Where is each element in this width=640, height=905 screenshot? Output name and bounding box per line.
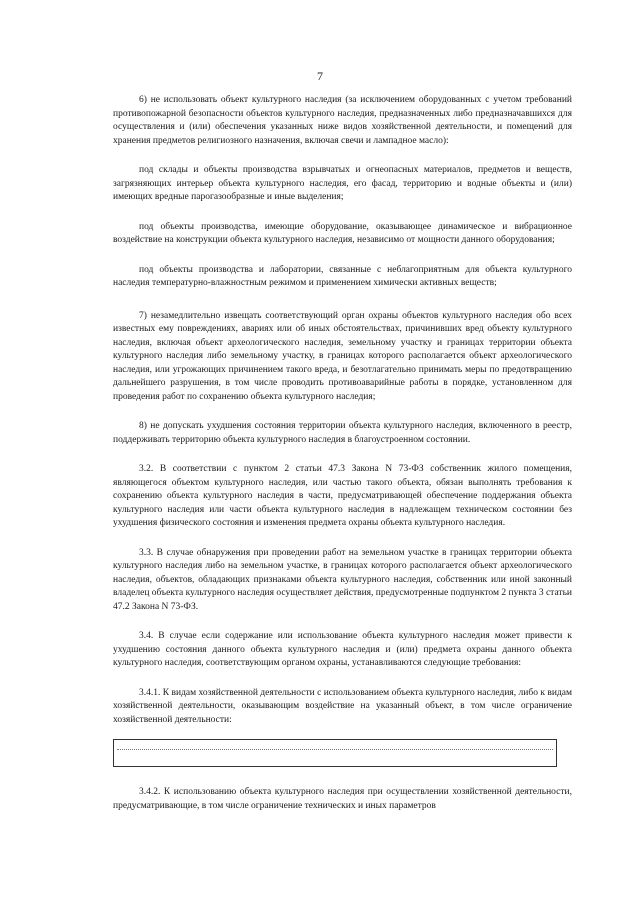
page-number: 7 bbox=[317, 69, 323, 83]
paragraph-item-7: 7) незамедлительно извещать соответствующий орган охраны объектов культурного наследия обо всех известных ему повреждениях, авариях или об иных обстоятельствах, причинивших вред объекту культурного наследия, включая объект археологического наследия, земельному участку и границах территории объекта культурного наследия либо земельному участку, в границах которого располагается объект археологического наследия, или угрожающих причинением такого вреда, и безотлагательно принимать меры по предотвращению дальнейшего разрушения, в том числе проводить противоаварийные работы в порядке, установленном для проведения работ по сохранению объекта культурного наследия; bbox=[113, 310, 572, 402]
blank-entry-field bbox=[113, 739, 557, 767]
paragraph-3-2: 3.2. В соответствии с пунктом 2 статьи 47.3 Закона N 73-ФЗ собственник жилого помещения, являющегося объектом культурного наследия, или частью такого объекта, обязан выполнять требования к сохранению объекта культурного наследия в части, предусматривающей обеспечение поддержания объекта культурного наследия или части объекта культурного наследия в надлежащем техническом состоянии без ухудшения физического состояния и изменения предмета охраны объекта культурного наследия. bbox=[113, 464, 572, 528]
paragraph-3-4-2: 3.4.2. К использованию объекта культурного наследия при осуществлении хозяйственной деятельности, предусматривающие, в том числе ограничение технических и иных параметров bbox=[113, 787, 572, 811]
paragraph-3-4-1: 3.4.1. К видам хозяйственной деятельности с использованием объекта культурного наследия, либо к видам хозяйственной деятельности, оказывающим воздействие на указанный объект, в том числе ограничение хозяйственной деятельности: bbox=[113, 687, 572, 725]
paragraph-item-6-production: под объекты производства, имеющие оборудование, оказывающее динамическое и вибрационное воздействие на конструкции объекта культурного наследия, независимо от мощности данного оборудования; bbox=[113, 221, 572, 245]
paragraph-item-6: 6) не использовать объект культурного наследия (за исключением оборудованных с учетом требований противопожарной безопасности объектов культурного наследия, предназначенных либо предназначавшихся для осуществления и (или) обеспечения указанных ниже видов хозяйственной деятельности, и помещений для хранения предметов религиозного назначения, включая свечи и лампадное масло): bbox=[113, 95, 572, 146]
paragraph-3-4: 3.4. В случае если содержание или использование объекта культурного наследия может привести к ухудшению состояния данного объекта культурного наследия и (или) предмета охраны данного объекта культурного наследия, соответствующим органом охраны, устанавливаются следующие требования: bbox=[113, 631, 572, 668]
paragraph-item-8: 8) не допускать ухудшения состояния территории объекта культурного наследия, включенного в реестр, поддерживать территорию объекта культурного наследия в благоустроенном состоянии. bbox=[113, 421, 572, 445]
paragraph-item-6-warehouses: под склады и объекты производства взрывчатых и огнеопасных материалов, предметов и веществ, загрязняющих интерьер объекта культурного наследия, его фасад, территорию и водные объекты и (или) имеющих вредные парогазообразные и иные выделения; bbox=[113, 165, 572, 202]
document-body bbox=[113, 94, 572, 813]
paragraph-3-3: 3.3. В случае обнаружения при проведении работ на земельном участке в границах территории объекта культурного наследия либо на земельном участке, в границах которого располагается объект археологического наследия, объектов, обладающих признаками объекта культурного наследия, собственник или иной законный владелец объекта культурного наследия осуществляет действия, предусмотренные подпунктом 2 пункта 3 статьи 47.2 Закона N 73-ФЗ. bbox=[113, 547, 572, 612]
paragraph-item-6-laboratories: под объекты производства и лаборатории, связанные с неблагоприятным для объекта культурного наследия температурно-влажностным режимом и применением химически активных веществ; bbox=[113, 264, 572, 288]
